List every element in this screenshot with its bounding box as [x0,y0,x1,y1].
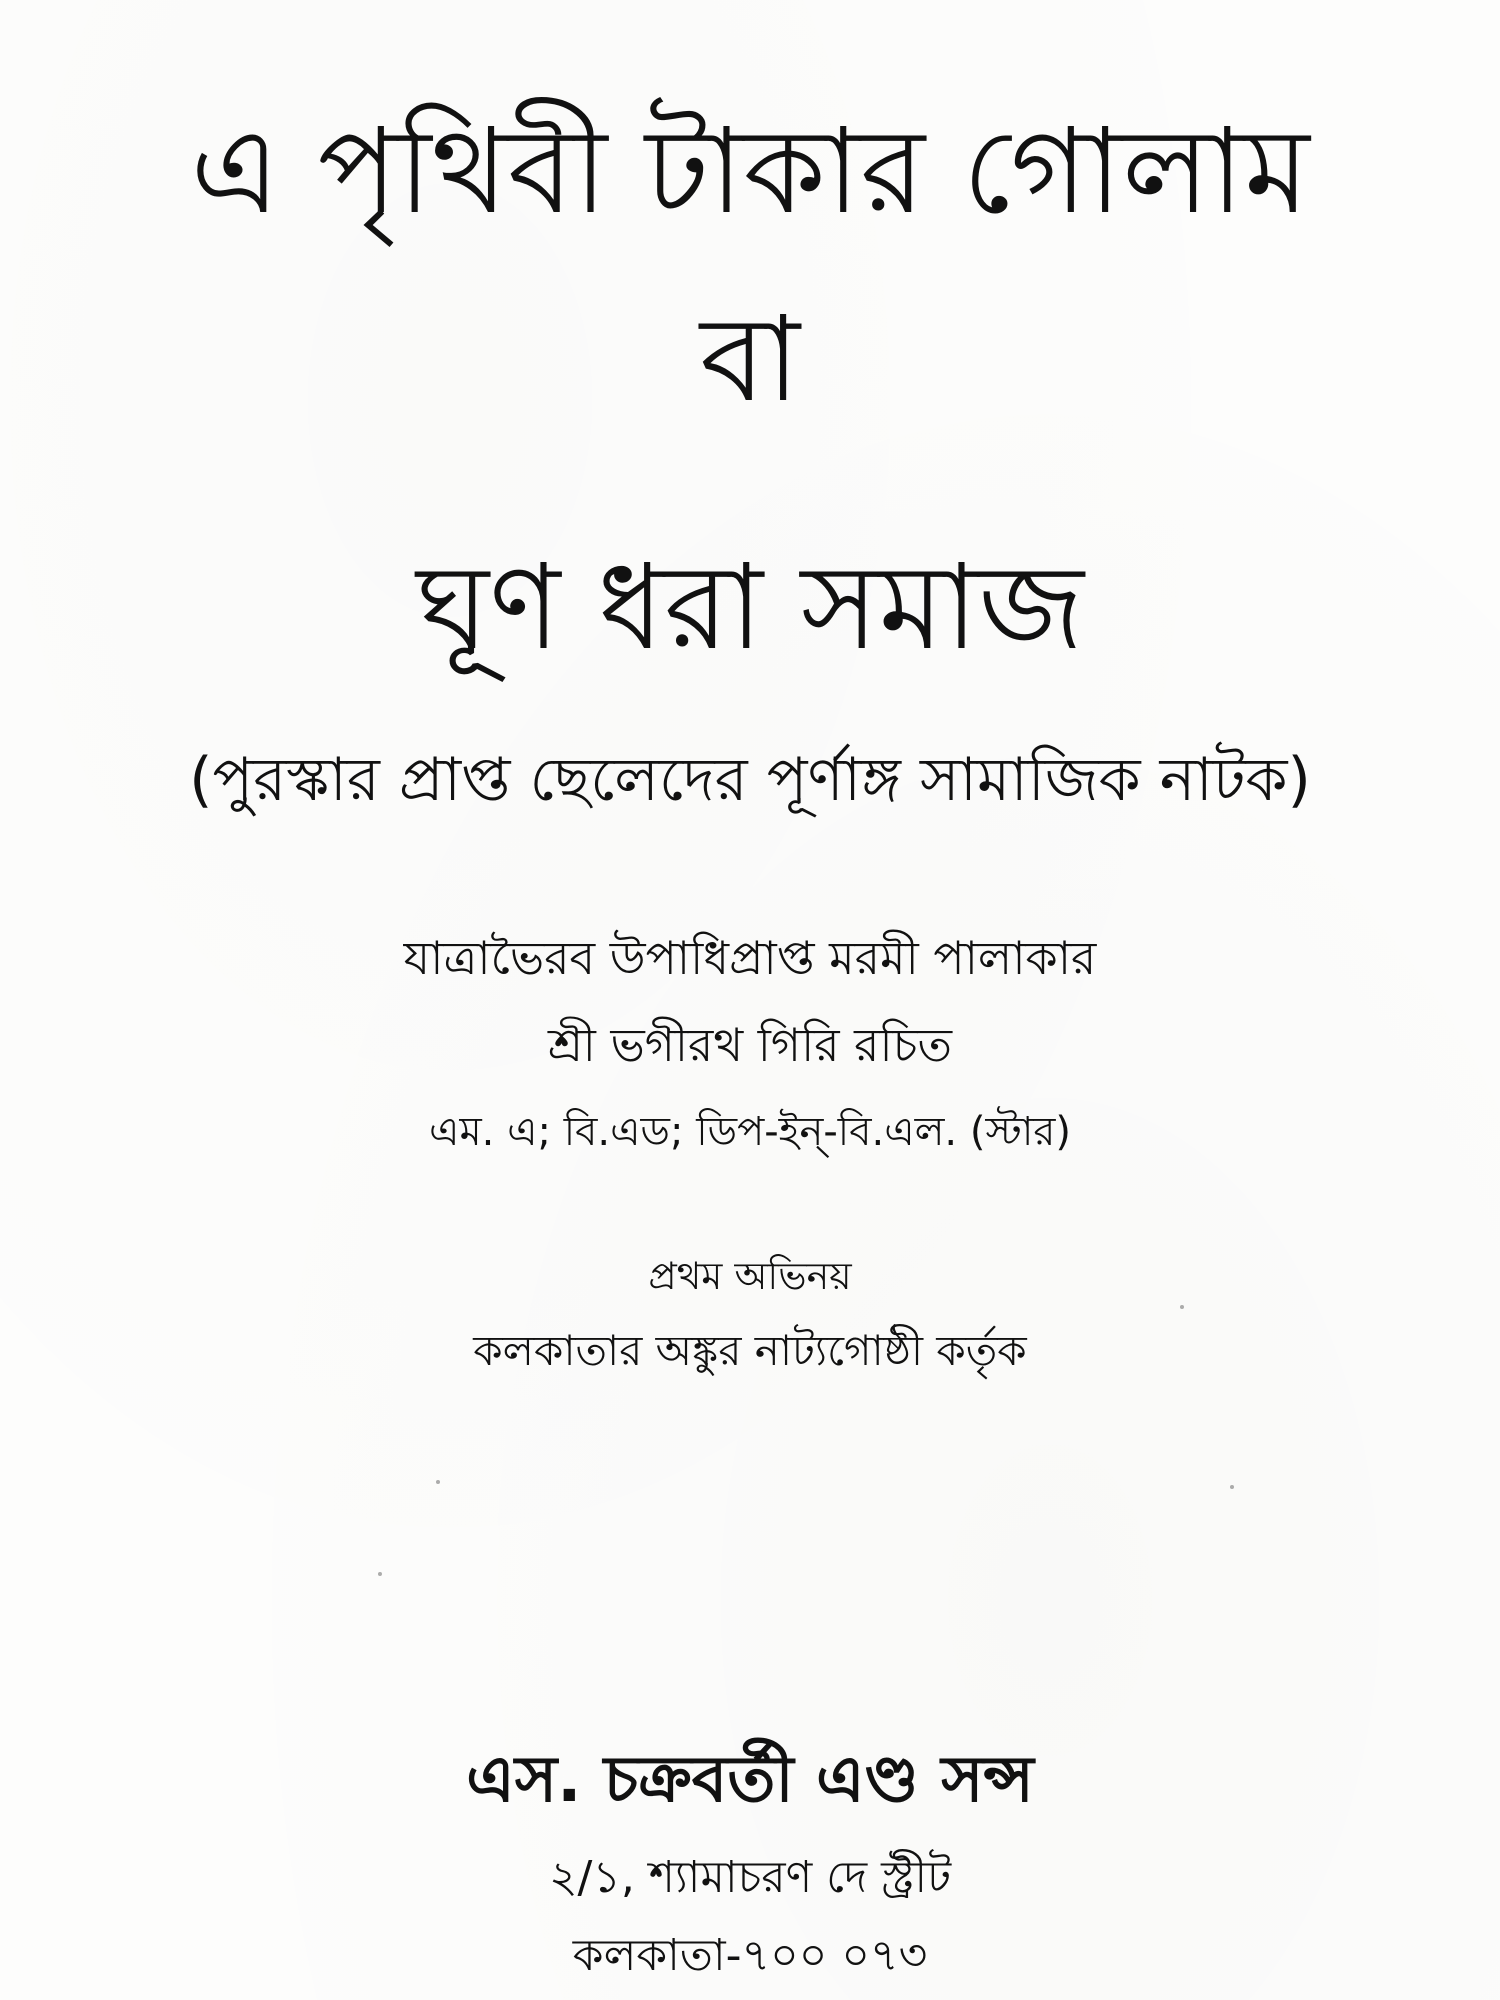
author-name: শ্রী ভগীরথ গিরি রচিত [548,1018,952,1072]
title-line-1: এ পৃথিবী টাকার গোলাম [190,102,1310,240]
author-degrees: এম. এ; বি.এড; ডিপ-ইন্-বি.এল. (স্টার) [429,1109,1071,1155]
publisher-city: কলকাতা-৭০০ ০৭৩ [572,1930,928,1981]
publisher-address: ২/১, শ্যামাচরণ দে স্ট্রীট [548,1852,952,1903]
scan-speck [436,1480,440,1484]
scan-speck [1180,1305,1184,1309]
subtitle: (পুরস্কার প্রাপ্ত ছেলেদের পূর্ণাঙ্গ সামাজিক নাটক) [189,745,1311,815]
performed-by: কলকাতার অঙ্কুর নাট্যগোষ্ঠী কর্তৃক [473,1326,1027,1375]
title-line-2: ঘূণ ধরা সমাজ [416,538,1084,676]
first-performance-label: প্রথম অভিনয় [648,1254,852,1298]
title-connector: বা [700,290,800,428]
publisher-name: এস. চক্রবর্তী এণ্ড সন্স [466,1743,1034,1817]
author-designation: যাত্রাভৈরব উপাধিপ্রাপ্ত মরমী পালাকার [403,931,1097,985]
scan-speck [378,1572,382,1576]
scan-speck [1230,1485,1234,1489]
